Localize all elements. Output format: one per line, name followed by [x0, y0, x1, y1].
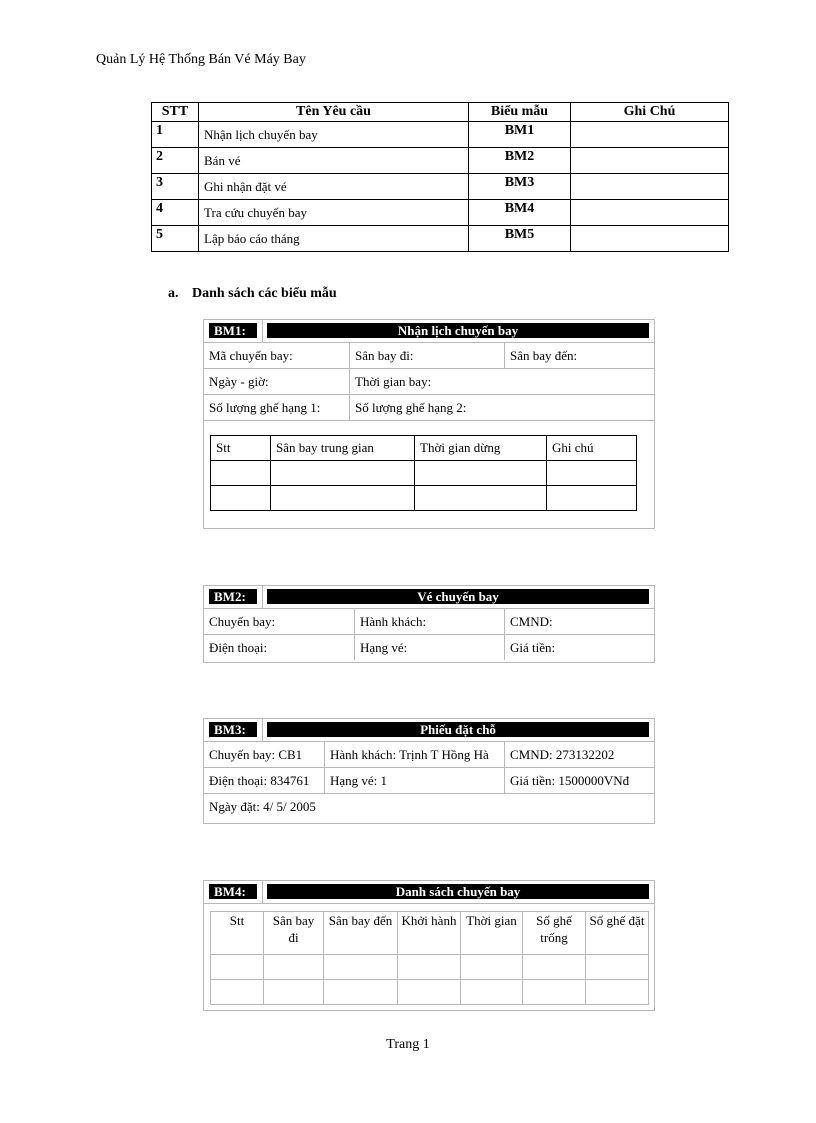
row-requirement: Bán vé: [199, 148, 469, 174]
column-header: Stt: [211, 436, 271, 461]
id-card-field: CMND:: [504, 609, 654, 634]
row-requirement: Nhận lịch chuyến bay: [199, 122, 469, 148]
ticket-class-field: Hạng vé: 1: [324, 768, 504, 793]
column-header: Khởi hành: [398, 912, 461, 955]
column-header: Số ghế đặt: [586, 912, 649, 955]
row-form: BM1: [469, 122, 571, 148]
id-card-field: CMND: 273132202: [504, 742, 654, 767]
form-bm2: [203, 585, 655, 663]
row-requirement: Lập báo cáo tháng: [199, 226, 469, 252]
row-stt: 2: [152, 148, 199, 174]
form-row: [204, 609, 654, 635]
column-header-stt: STT: [152, 103, 199, 122]
row-note: [571, 200, 729, 226]
row-stt: 4: [152, 200, 199, 226]
passenger-field: Hành khách: Trịnh T Hồng Hà: [324, 742, 504, 767]
flight-field: Chuyến bay:: [209, 614, 276, 629]
row-stt: 5: [152, 226, 199, 252]
table-row: [211, 486, 637, 511]
row-form: BM2: [469, 148, 571, 174]
column-header: Sân bay đến: [324, 912, 398, 955]
table-row: [152, 226, 729, 252]
departure-airport-field: Sân bay đi:: [349, 343, 504, 368]
form-row: [204, 369, 654, 395]
form-bm1: [203, 319, 655, 529]
column-header: Thời gian: [461, 912, 523, 955]
column-header-name: Tên Yêu cầu: [199, 103, 469, 122]
column-header-note: Ghi Chú: [571, 103, 729, 122]
price-field: Giá tiền:: [504, 635, 654, 660]
row-requirement: Tra cứu chuyến bay: [199, 200, 469, 226]
seats-class2-field: Số lượng ghế hạng 2:: [349, 395, 654, 420]
form-title-bar: [204, 719, 654, 742]
form-code: BM4:: [209, 884, 257, 899]
page-header: Quản Lý Hệ Thống Bán Vé Máy Bay: [96, 52, 306, 67]
table-header-row: [211, 436, 637, 461]
table-row: [152, 148, 729, 174]
form-title: Nhận lịch chuyến bay: [267, 323, 649, 338]
form-title: Danh sách chuyến bay: [267, 884, 649, 899]
datetime-field: Ngày - giờ:: [209, 374, 269, 389]
form-code: BM2:: [209, 589, 257, 604]
row-requirement: Ghi nhận đặt vé: [199, 174, 469, 200]
arrival-airport-field: Sân bay đến:: [504, 343, 654, 368]
form-title: Vé chuyến bay: [267, 589, 649, 604]
stopover-table: [210, 435, 637, 511]
column-header: Số ghế trống: [523, 912, 586, 955]
form-row: [204, 395, 654, 421]
table-row: [152, 174, 729, 200]
form-row: [204, 742, 654, 768]
phone-field: Điện thoại: 834761: [209, 773, 310, 788]
ticket-class-field: Hạng vé:: [354, 635, 504, 660]
form-title-bar: [204, 881, 654, 904]
form-code: BM3:: [209, 722, 257, 737]
form-code: BM1:: [209, 323, 257, 338]
flight-code-field: Mã chuyến bay:: [209, 348, 293, 363]
passenger-field: Hành khách:: [354, 609, 504, 634]
row-form: BM5: [469, 226, 571, 252]
column-header: Thời gian dừng: [415, 436, 547, 461]
table-row: [152, 122, 729, 148]
form-row: [204, 343, 654, 369]
page-number: Trang 1: [386, 1037, 430, 1052]
column-header: Stt: [211, 912, 264, 955]
form-title-bar: [204, 586, 654, 609]
section-title: Danh sách các biểu mẫu: [192, 286, 337, 301]
row-note: [571, 174, 729, 200]
column-header: Ghi chú: [547, 436, 637, 461]
row-note: [571, 122, 729, 148]
form-bm4: [203, 880, 655, 1011]
column-header: Sân bay trung gian: [271, 436, 415, 461]
section-label: a.: [168, 286, 179, 301]
row-note: [571, 226, 729, 252]
table-row: [211, 980, 649, 1005]
flight-list-table: [210, 911, 649, 1005]
section-heading: [168, 286, 337, 302]
requirements-table: [151, 102, 729, 252]
phone-field: Điện thoại:: [209, 640, 268, 655]
row-form: BM3: [469, 174, 571, 200]
row-form: BM4: [469, 200, 571, 226]
table-header-row: [152, 103, 729, 122]
column-header: Sân bay đi: [264, 912, 324, 955]
form-bm3: [203, 718, 655, 824]
column-header-form: Biểu mẫu: [469, 103, 571, 122]
table-row: [152, 200, 729, 226]
row-note: [571, 148, 729, 174]
form-row: [204, 794, 654, 819]
form-title-bar: [204, 320, 654, 343]
form-row: [204, 768, 654, 794]
row-stt: 3: [152, 174, 199, 200]
duration-field: Thời gian bay:: [349, 369, 654, 394]
form-title: Phiếu đặt chỗ: [267, 722, 649, 737]
table-row: [211, 955, 649, 980]
form-row: [204, 635, 654, 660]
table-row: [211, 461, 637, 486]
row-stt: 1: [152, 122, 199, 148]
price-field: Giá tiền: 1500000VNđ: [504, 768, 654, 793]
flight-field: Chuyến bay: CB1: [209, 747, 303, 762]
booking-date-field: Ngày đặt: 4/ 5/ 2005: [209, 799, 316, 814]
table-header-row: [211, 912, 649, 955]
seats-class1-field: Số lượng ghế hạng 1:: [209, 400, 321, 415]
